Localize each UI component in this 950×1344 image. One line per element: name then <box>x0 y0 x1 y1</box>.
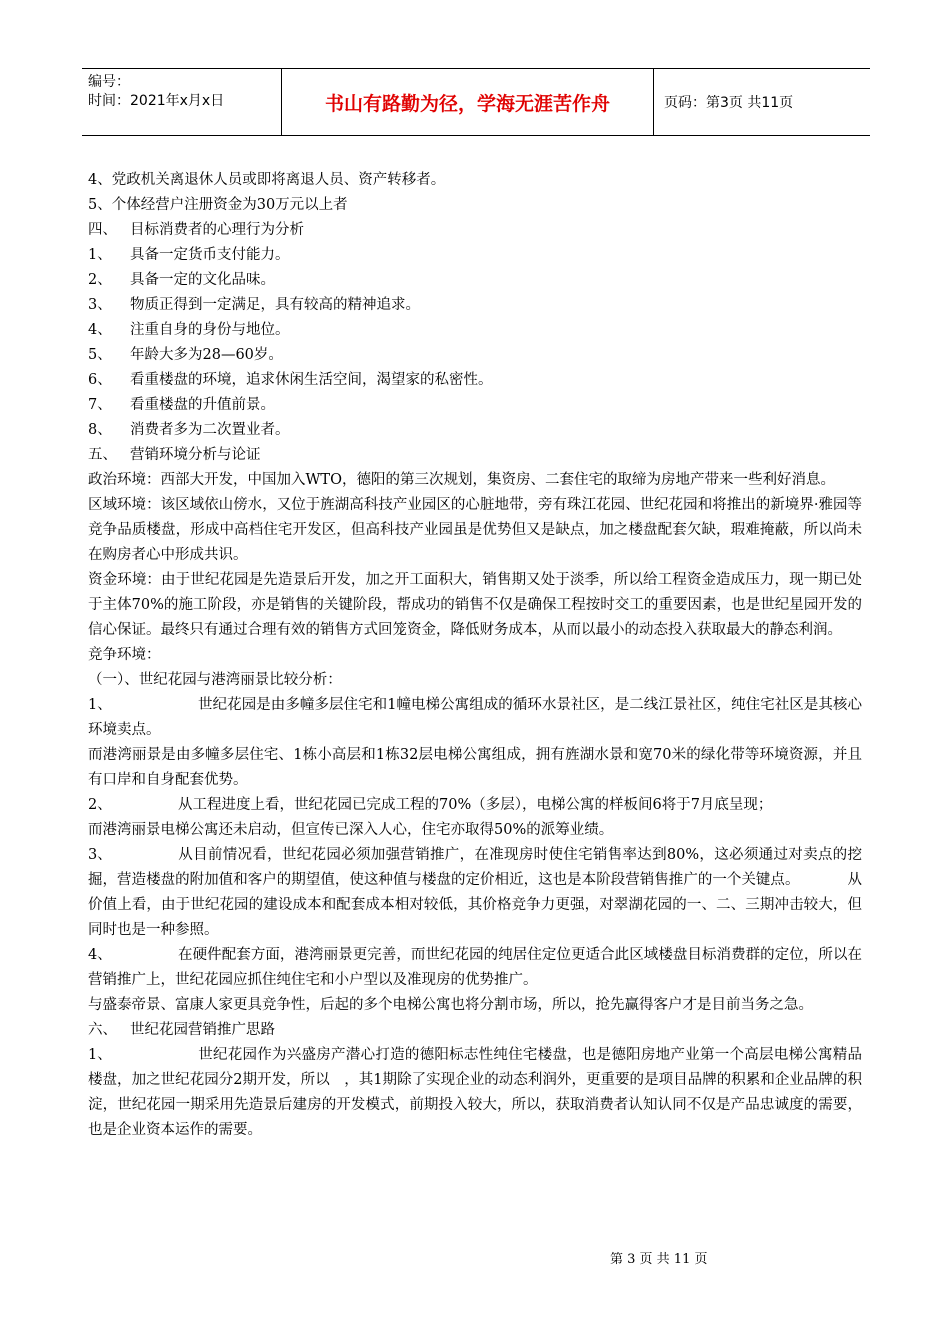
list-number: 2、 <box>88 797 112 813</box>
list-item <box>88 418 862 443</box>
list-text: 消费者多为二次置业者。 <box>130 422 290 438</box>
list-text: 看重楼盘的环境，追求休闲生活空间，渴望家的私密性。 <box>130 372 493 388</box>
paragraph: 竞争环境： <box>88 647 161 663</box>
list-number: 3、 <box>88 297 112 313</box>
paragraph: 5、个体经营户注册资金为30万元以上者 <box>88 197 348 213</box>
list-text: 物质正得到一定满足，具有较高的精神追求。 <box>130 297 420 313</box>
paragraph: 而港湾丽景电梯公寓还未启动，但宣传已深入人心，住宅亦取得50%的派筹业绩。 <box>88 822 614 838</box>
list-item <box>88 343 862 368</box>
heading-text: 世纪花园营销推广思路 <box>130 1022 275 1038</box>
list-number: 四、 <box>88 222 117 238</box>
document-body <box>88 168 862 1143</box>
list-item <box>88 243 862 268</box>
list-text: 从工程进度上看，世纪花园已完成工程的70%（多层），电梯公寓的样板间6将于7月底呈现； <box>178 797 773 813</box>
list-text: 在硬件配套方面，港湾丽景更完善，而世纪花园的纯居住定位更适合此区域楼盘目标消费群的定位，所以在营销推广上，世纪花园应抓住纯住宅和小户型以及准现房的优势推广。 <box>88 947 862 988</box>
list-number: 4、 <box>88 322 112 338</box>
list-number: 8、 <box>88 422 112 438</box>
header-page-number: 页码：第3页 共11页 <box>664 95 794 111</box>
list-item <box>88 793 862 818</box>
list-number: 5、 <box>88 347 112 363</box>
list-number: 六、 <box>88 1022 117 1038</box>
list-number: 2、 <box>88 272 112 288</box>
list-number: 7、 <box>88 397 112 413</box>
heading-text: 营销环境分析与论证 <box>130 447 261 463</box>
list-text: 年龄大多为28—60岁。 <box>130 347 283 363</box>
paragraph: （一）、世纪花园与港湾丽景比较分析： <box>88 672 342 688</box>
list-item <box>88 1043 862 1143</box>
document-number-label: 编号： <box>88 74 130 90</box>
list-text: 注重自身的身份与地位。 <box>130 322 290 338</box>
paragraph: 资金环境：由于世纪花园是先造景后开发，加之开工面积大，销售期又处于淡季，所以给工程资金造成压力，现一期已处于主体70%的施工阶段，亦是销售的关键阶段，帮成功的销售不仅是确保工程按时交工的重要因素，也是世纪星园开发的信心保证。最终只有通过合理有效的销售方式回笼资金，降低财务成本，从而以最小的动态投入获取最大的静态利润。 <box>88 572 862 638</box>
list-text: 具备一定的文化品味。 <box>130 272 275 288</box>
list-text: 世纪花园作为兴盛房产潜心打造的德阳标志性纯住宅楼盘，也是德阳房地产业第一个高层电梯公寓精品楼盘，加之世纪花园分2期开发，所以 ，其1期除了实现企业的动态利润外，更重要的是项目品牌的积累和企业品牌的积淀，世纪花园一期采用先造景后建房的开发模式，前期投入较大，所以，获取消费者认知认同不仅是产品忠诚度的需要，也是企业资本运作的需要。 <box>88 1047 862 1138</box>
page-footer: 第 3 页 共 11 页 <box>610 1252 708 1267</box>
list-text: 具备一定货币支付能力。 <box>130 247 290 263</box>
page-header <box>82 68 870 136</box>
list-item <box>88 318 862 343</box>
list-text: 看重楼盘的升值前景。 <box>130 397 275 413</box>
list-number: 1、 <box>88 247 112 263</box>
list-text: 世纪花园是由多幢多层住宅和1幢电梯公寓组成的循环水景社区，是二线江景社区，纯住宅社区是其核心环境卖点。 <box>88 697 862 738</box>
header-motto: 书山有路勤为径，学海无涯苦作舟 <box>282 69 654 135</box>
list-text: 从价值上看，由于世纪花园的建设成本和配套成本相对较低，其价格竞争力更强，对翠湖花园的一、二、三期冲击较大，但同时也是一种参照。 <box>88 872 863 938</box>
paragraph: 而港湾丽景是由多幢多层住宅、1栋小高层和1栋32层电梯公寓组成，拥有旌湖水景和宽70米的绿化带等环境资源，并且有口岸和自身配套优势。 <box>88 747 862 788</box>
list-item <box>88 293 862 318</box>
list-item <box>88 943 862 993</box>
list-number: 3、 <box>88 847 112 863</box>
paragraph: 政治环境：西部大开发，中国加入WTO，德阳的第三次规划，集资房、二套住宅的取缔为房地产带来一些利好消息。 <box>88 472 835 488</box>
list-item <box>88 393 862 418</box>
list-item <box>88 368 862 393</box>
list-number: 6、 <box>88 372 112 388</box>
list-item <box>88 843 862 943</box>
header-meta <box>82 69 282 135</box>
section-heading <box>88 443 862 468</box>
document-time-label: 时间：2021年x月x日 <box>88 93 225 109</box>
list-number: 五、 <box>88 447 117 463</box>
list-number: 1、 <box>88 1047 112 1063</box>
list-item <box>88 693 862 743</box>
heading-text: 目标消费者的心理行为分析 <box>130 222 304 238</box>
paragraph: 区域环境：该区域依山傍水，又位于旌湖高科技产业园区的心脏地带，旁有珠江花园、世纪花园和将推出的新境界·雅园等竞争品质楼盘，形成中高档住宅开发区，但高科技产业园虽是优势但又是缺点，加之楼盘配套欠缺，瑕难掩蔽，所以尚未在购房者心中形成共识。 <box>88 497 862 563</box>
paragraph: 与盛泰帝景、富康人家更具竞争性，后起的多个电梯公寓也将分割市场，所以，抢先赢得客户才是目前当务之急。 <box>88 997 813 1013</box>
list-number: 4、 <box>88 947 112 963</box>
list-text: 从目前情况看，世纪花园必须加强营销推广，在准现房时使住宅销售率达到80%，这必须通过对卖点的挖掘，营造楼盘的附加值和客户的期望值，使这种值与楼盘的定价相近，这也是本阶段营销售推广的一个关键点。 <box>88 847 862 888</box>
list-number: 1、 <box>88 697 112 713</box>
list-item <box>88 268 862 293</box>
section-heading <box>88 218 862 243</box>
section-heading <box>88 1018 862 1043</box>
paragraph: 4、党政机关离退休人员或即将离退人员、资产转移者。 <box>88 172 446 188</box>
